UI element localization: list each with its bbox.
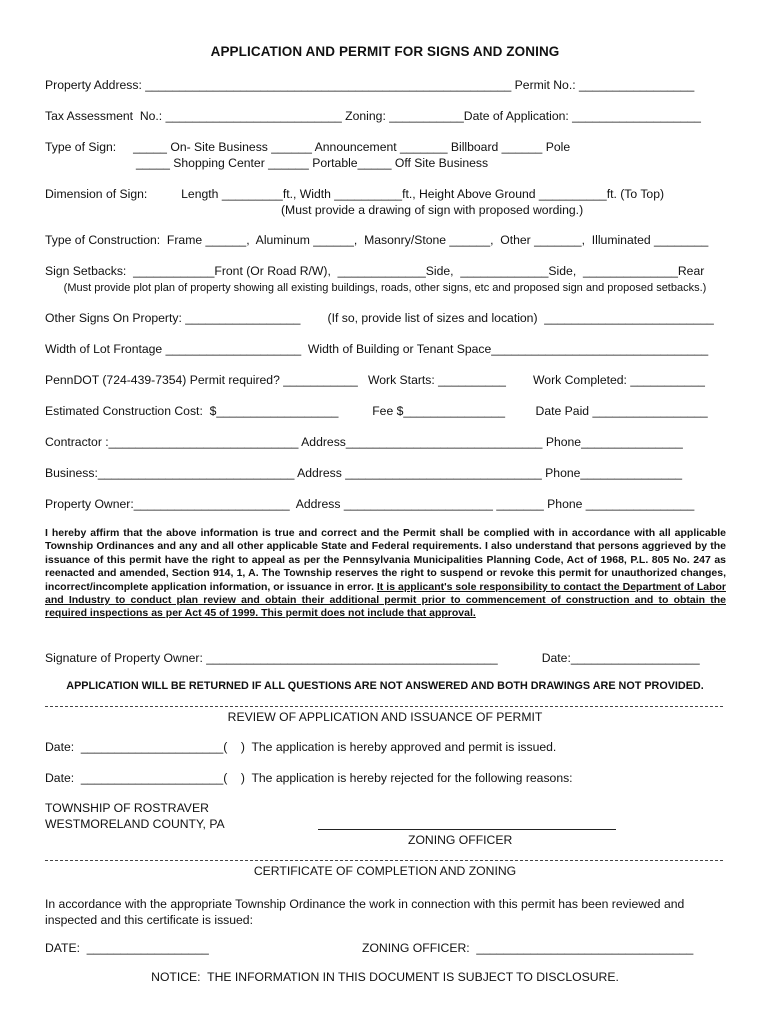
rejected-line[interactable]: Date: _____________________( ) The application is hereby rejected for the following reasons: (45, 771, 573, 785)
dashed-divider (45, 706, 723, 707)
signature-line[interactable]: Signature of Property Owner: ___________________________________________ Date:___________________ (45, 651, 700, 665)
affirmation-text: I hereby affirm that the above information is true and correct and the Permit shall be complied with in accordance with all applicable Township Ordinances and any and all other applicable State and Federal requirements. I also understand that persons aggrieved by the issuance of this permit have the right to appeal as per the Pennsylvania Municipalities Planning Code, Act of 1968, P.L. 805 No. 247 as reenacted and amended, Section 914, 1, A. The Township reserves the right to suspend or revoke this permit for unauthorized changes, incorrect/incomplete application information, or issuance in error. (45, 527, 726, 593)
other-signs-line[interactable]: Other Signs On Property: _________________ (If so, provide list of sizes and location) _________________________ (45, 311, 714, 325)
township-name: TOWNSHIP OF ROSTRAVER (45, 801, 209, 815)
property-owner-line[interactable]: Property Owner:_______________________ Address ______________________ _______ Phone ________________ (45, 497, 695, 511)
penndot-line[interactable]: PennDOT (724-439-7354) Permit required? ___________ Work Starts: __________ Work Completed: ___________ (45, 373, 705, 387)
zoning-officer-signature-rule[interactable] (318, 829, 616, 830)
contractor-line[interactable]: Contractor :____________________________ Address_____________________________ Phone_______________ (45, 435, 683, 449)
property-address-line[interactable]: Property Address: ______________________________________________________ Permit No.: _________________ (45, 78, 695, 92)
affirmation-underlined-text: It is applicant's sole responsibility to contact the Department of Labor and Industry to conduct plan review and obtain their additional permit prior to commencement of construction and to obtain the required inspections as per Act 45 of 1999. This permit does not include that approval. (45, 580, 726, 620)
tax-assessment-line[interactable]: Tax Assessment No.: __________________________ Zoning: ___________Date of Application: ___________________ (45, 109, 701, 123)
county-name: WESTMORELAND COUNTY, PA (45, 817, 225, 831)
affirmation-paragraph (45, 527, 726, 621)
review-heading: REVIEW OF APPLICATION AND ISSUANCE OF PERMIT (227, 710, 543, 724)
type-of-sign-line-1[interactable]: Type of Sign: _____ On- Site Business ______ Announcement _______ Billboard ______ Pole (45, 140, 571, 154)
business-line[interactable]: Business:_____________________________ Address _____________________________ Phone_______________ (45, 466, 683, 480)
width-of-lot-line[interactable]: Width of Lot Frontage ____________________ Width of Building or Tenant Space________________________________ (45, 342, 709, 356)
sign-setbacks-line[interactable]: Sign Setbacks: ____________Front (Or Road R/W), _____________Side, _____________Side, ______________Rear (45, 264, 705, 278)
zoning-officer-label: ZONING OFFICER (408, 833, 513, 847)
dimension-of-sign-line[interactable]: Dimension of Sign: Length _________ft., Width __________ft., Height Above Ground __________ft. (To Top) (45, 187, 665, 201)
dimension-note: (Must provide a drawing of sign with proposed wording.) (281, 203, 584, 217)
warning-text: APPLICATION WILL BE RETURNED IF ALL QUESTIONS ARE NOT ANSWERED AND BOTH DRAWINGS ARE NOT PROVIDED. (66, 680, 704, 692)
dashed-divider (45, 860, 723, 861)
certificate-heading: CERTIFICATE OF COMPLETION AND ZONING (253, 864, 517, 878)
disclosure-notice: NOTICE: THE INFORMATION IN THIS DOCUMENT IS SUBJECT TO DISCLOSURE. (151, 970, 619, 984)
certificate-paragraph: In accordance with the appropriate Township Ordinance the work in connection with this permit has been reviewed and inspected and this certificate is issued: (45, 897, 685, 927)
approved-line[interactable]: Date: _____________________( ) The application is hereby approved and permit is issued. (45, 740, 557, 754)
estimated-cost-line[interactable]: Estimated Construction Cost: $__________________ Fee $_______________ Date Paid _________________ (45, 404, 708, 418)
certificate-officer-line[interactable]: ZONING OFFICER: ________________________________ (362, 941, 694, 955)
type-of-sign-line-2[interactable]: _____ Shopping Center ______ Portable_____ Off Site Business (136, 156, 489, 170)
page-title: APPLICATION AND PERMIT FOR SIGNS AND ZONING (210, 44, 560, 59)
certificate-date-line[interactable]: DATE: __________________ (45, 941, 209, 955)
setbacks-note: (Must provide plot plan of property showing all existing buildings, roads, other signs, etc and proposed sign and proposed setbacks.) (63, 282, 707, 294)
construction-type-line[interactable]: Type of Construction: Frame ______, Aluminum ______, Masonry/Stone ______, Other _______, Illuminated ________ (45, 233, 709, 247)
